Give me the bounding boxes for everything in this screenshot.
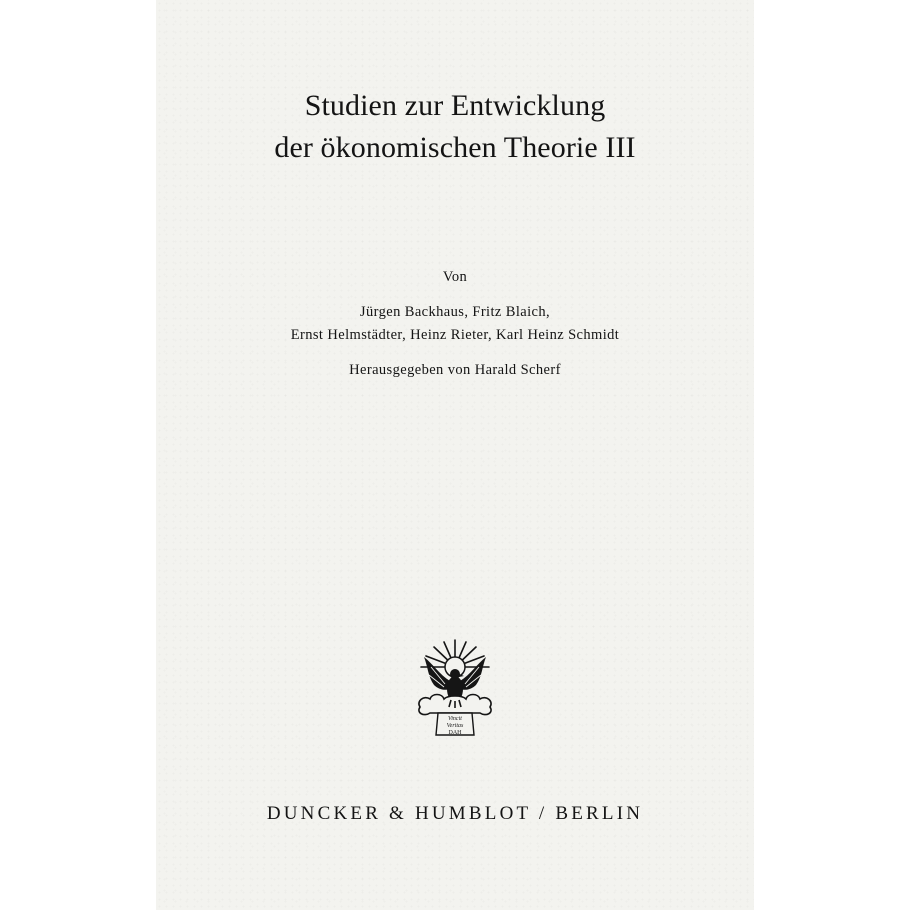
publisher-imprint: DUNCKER & HUMBLOT / BERLIN [266, 803, 644, 824]
svg-text:DAH: DAH [448, 730, 462, 736]
book-title-line-1: Studien zur Entwicklung [304, 89, 606, 122]
eagle-emblem-icon [414, 637, 496, 737]
authors-line-1: Jürgen Backhaus, Fritz Blaich, [359, 304, 551, 320]
book-title-line-2: der ökonomischen Theorie III [274, 131, 636, 164]
book-cover [156, 0, 754, 910]
byline-von: Von [442, 269, 468, 285]
editor-line: Herausgegeben von Harald Scherf [349, 362, 561, 378]
svg-text:Veritas: Veritas [446, 723, 464, 729]
authors-line-2: Ernst Helmstädter, Heinz Rieter, Karl Heinz Schmidt [290, 327, 620, 343]
svg-text:Vincit: Vincit [448, 716, 462, 722]
